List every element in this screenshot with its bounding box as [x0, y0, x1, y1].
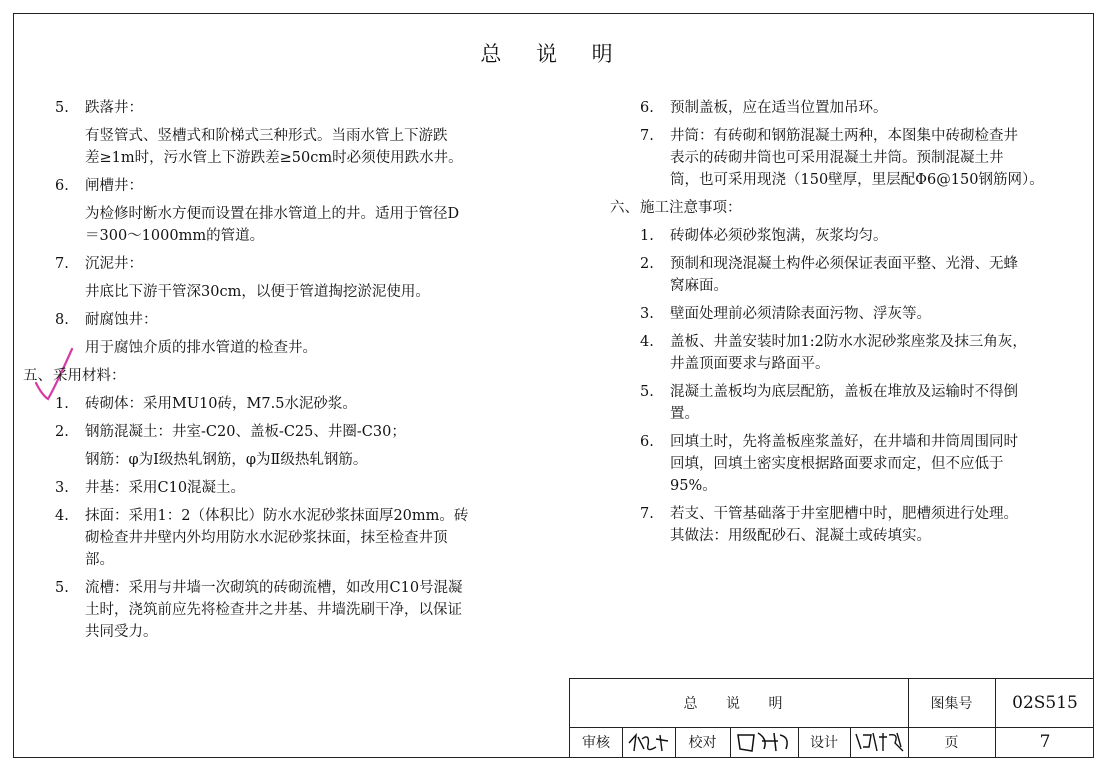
- item-line: 预制盖板，应在适当位置加吊环。: [670, 100, 888, 116]
- list-item: [640, 253, 1092, 297]
- item-text: [670, 431, 1092, 497]
- list-item: [55, 309, 535, 331]
- item-line: 井盖顶面要求与路面平。: [670, 356, 830, 372]
- list-item: [55, 449, 535, 471]
- item-text: [670, 253, 1092, 297]
- item-number: 7.: [640, 506, 654, 522]
- item-line: 钢筋混凝土：井室-C20、盖板-C25、井圈-C30；: [85, 424, 406, 440]
- item-heading: 耐腐蚀井：: [85, 312, 158, 328]
- item-number: 2.: [55, 424, 69, 440]
- item-number: 7.: [55, 256, 69, 272]
- item-body-line: ＝300～1000mm的管道。: [85, 228, 265, 244]
- list-item: [640, 381, 1092, 425]
- list-item: [55, 421, 535, 443]
- list-item: [55, 253, 535, 275]
- item-number: 6.: [55, 178, 69, 194]
- item-line: 回填，回填土密实度根据路面要求而定，但不应低于: [670, 456, 1004, 472]
- item-line: 混凝土盖板均为底层配筋，盖板在堆放及运输时不得倒: [670, 384, 1018, 400]
- item-body-line: 井底比下游干管深30cm，以便于管道掏挖淤泥使用。: [85, 284, 430, 300]
- item-body-line: 用于腐蚀介质的排水管道的检查井。: [85, 340, 317, 356]
- page-number: 7: [1039, 732, 1051, 752]
- left-items-top: [55, 97, 535, 359]
- list-item: [55, 175, 535, 197]
- item-line: 预制和现浇混凝土构件必须保证表面平整、光滑、无蜂: [670, 256, 1018, 272]
- item-line: 若支、干管基础落于井室肥槽中时，肥槽须进行处理。: [670, 506, 1018, 522]
- item-text: [670, 381, 1092, 425]
- item-text: [670, 303, 1092, 325]
- item-body-line: 有竖管式、竖槽式和阶梯式三种形式。当雨水管上下游跌: [85, 128, 448, 144]
- atlas-label: 图集号: [930, 696, 973, 712]
- right-column: [610, 97, 1092, 553]
- item-line: 表示的砖砌井筒也可采用混凝土井筒。预制混凝土井: [670, 150, 1004, 166]
- list-item: [55, 505, 535, 571]
- item-number: 3.: [55, 480, 69, 496]
- item-body-line: 差≥1m时，污水管上下游跌差≥50cm时必须使用跌水井。: [85, 150, 463, 166]
- item-line: 砌检查井井壁内外均用防水水泥砂浆抹面，抹至检查井顶: [85, 530, 448, 546]
- item-line: 井筒：有砖砌和钢筋混凝土两种，本图集中砖砌检查井: [670, 128, 1018, 144]
- item-line: 砖砌体：采用MU10砖，M7.5水泥砂浆。: [85, 396, 357, 412]
- item-line: 窝麻面。: [670, 278, 728, 294]
- check-label: 校对: [688, 735, 717, 751]
- page-label: 页: [944, 735, 959, 751]
- item-number: 4.: [55, 508, 69, 524]
- list-item: [55, 477, 535, 499]
- review-signature: [626, 731, 672, 755]
- list-item: [640, 125, 1092, 191]
- item-body: [55, 203, 535, 247]
- item-text: [85, 577, 535, 643]
- list-item: [640, 503, 1092, 547]
- item-line: 部。: [85, 552, 114, 568]
- title-block: [569, 678, 1094, 758]
- list-item: [55, 577, 535, 643]
- item-text: [85, 449, 535, 471]
- item-text: [670, 225, 1092, 247]
- item-body-line: 为检修时断水方便而设置在排水管道上的井。适用于管径D: [85, 206, 460, 222]
- item-line: 井基：采用C10混凝土。: [85, 480, 246, 496]
- list-item: [55, 97, 535, 119]
- item-number: 5.: [55, 100, 69, 116]
- item-number: 6.: [640, 100, 654, 116]
- item-number: 6.: [640, 434, 654, 450]
- item-line: 95%。: [670, 478, 717, 494]
- item-body: [55, 337, 535, 359]
- item-number: 5.: [640, 384, 654, 400]
- item-line: 钢筋：φ为Ⅰ级热轧钢筋，φ为Ⅱ级热轧钢筋。: [85, 452, 368, 468]
- design-signature: [853, 729, 907, 755]
- item-line: 筒，也可采用现浇（150壁厚，里层配Φ6@150钢筋网）。: [670, 172, 1044, 188]
- item-body: [55, 281, 535, 303]
- list-item: [55, 393, 535, 415]
- item-line: 流槽：采用与井墙一次砌筑的砖砌流槽，如改用C10号混凝: [85, 580, 463, 596]
- item-heading: 沉泥井：: [85, 256, 143, 272]
- item-line: 共同受力。: [85, 624, 158, 640]
- item-text: [85, 505, 535, 571]
- item-text: [670, 97, 1092, 119]
- item-line: 壁面处理前必须清除表面污物、浮灰等。: [670, 306, 931, 322]
- item-line: 抹面：采用1：2（体积比）防水水泥砂浆抹面厚20mm。砖: [85, 508, 469, 524]
- item-number: 5.: [55, 580, 69, 596]
- item-text: [670, 125, 1092, 191]
- section-6-heading: 六、施工注意事项：: [610, 200, 742, 216]
- item-number: 4.: [640, 334, 654, 350]
- review-label: 审核: [582, 735, 610, 751]
- title-block-title: 总 说 明: [683, 696, 795, 712]
- right-items-construction: [610, 225, 1092, 547]
- list-item: [640, 225, 1092, 247]
- item-heading: 闸槽井：: [85, 178, 143, 194]
- item-line: 砖砌体必须砂浆饱满，灰浆均匀。: [670, 228, 888, 244]
- item-number: 1.: [55, 396, 69, 412]
- item-number: 8.: [55, 312, 69, 328]
- item-line: 置。: [670, 406, 699, 422]
- list-item: [640, 331, 1092, 375]
- page-title: 总 说 明: [480, 42, 627, 66]
- check-signature: [734, 729, 794, 755]
- item-line: 盖板、井盖安装时加1:2防水水泥砂浆座浆及抹三角灰，: [670, 334, 1027, 350]
- section-5-heading: 五、采用材料：: [23, 368, 126, 384]
- item-line: 回填土时，先将盖板座浆盖好，在井墙和井筒周围同时: [670, 434, 1018, 450]
- item-text: [85, 477, 535, 499]
- item-text: [85, 393, 535, 415]
- item-line: 其做法：用级配砂石、混凝土或砖填实。: [670, 528, 931, 544]
- item-number: [55, 449, 85, 471]
- item-number: 3.: [640, 306, 654, 322]
- left-items-materials: [55, 393, 535, 643]
- item-number: 2.: [640, 256, 654, 272]
- list-item: [640, 303, 1092, 325]
- design-label: 设计: [810, 735, 838, 751]
- right-items-top: [610, 97, 1092, 191]
- atlas-number: 02S515: [1012, 693, 1078, 713]
- item-text: [670, 503, 1092, 547]
- list-item: [640, 97, 1092, 119]
- item-heading: 跌落井：: [85, 100, 143, 116]
- item-text: [85, 421, 535, 443]
- item-line: 土时，浇筑前应先将检查井之井基、井墙洗刷干净，以保证: [85, 602, 462, 618]
- item-number: 7.: [640, 128, 654, 144]
- list-item: [640, 431, 1092, 497]
- item-number: 1.: [640, 228, 654, 244]
- item-body: [55, 125, 535, 169]
- left-column: [23, 97, 535, 649]
- item-text: [670, 331, 1092, 375]
